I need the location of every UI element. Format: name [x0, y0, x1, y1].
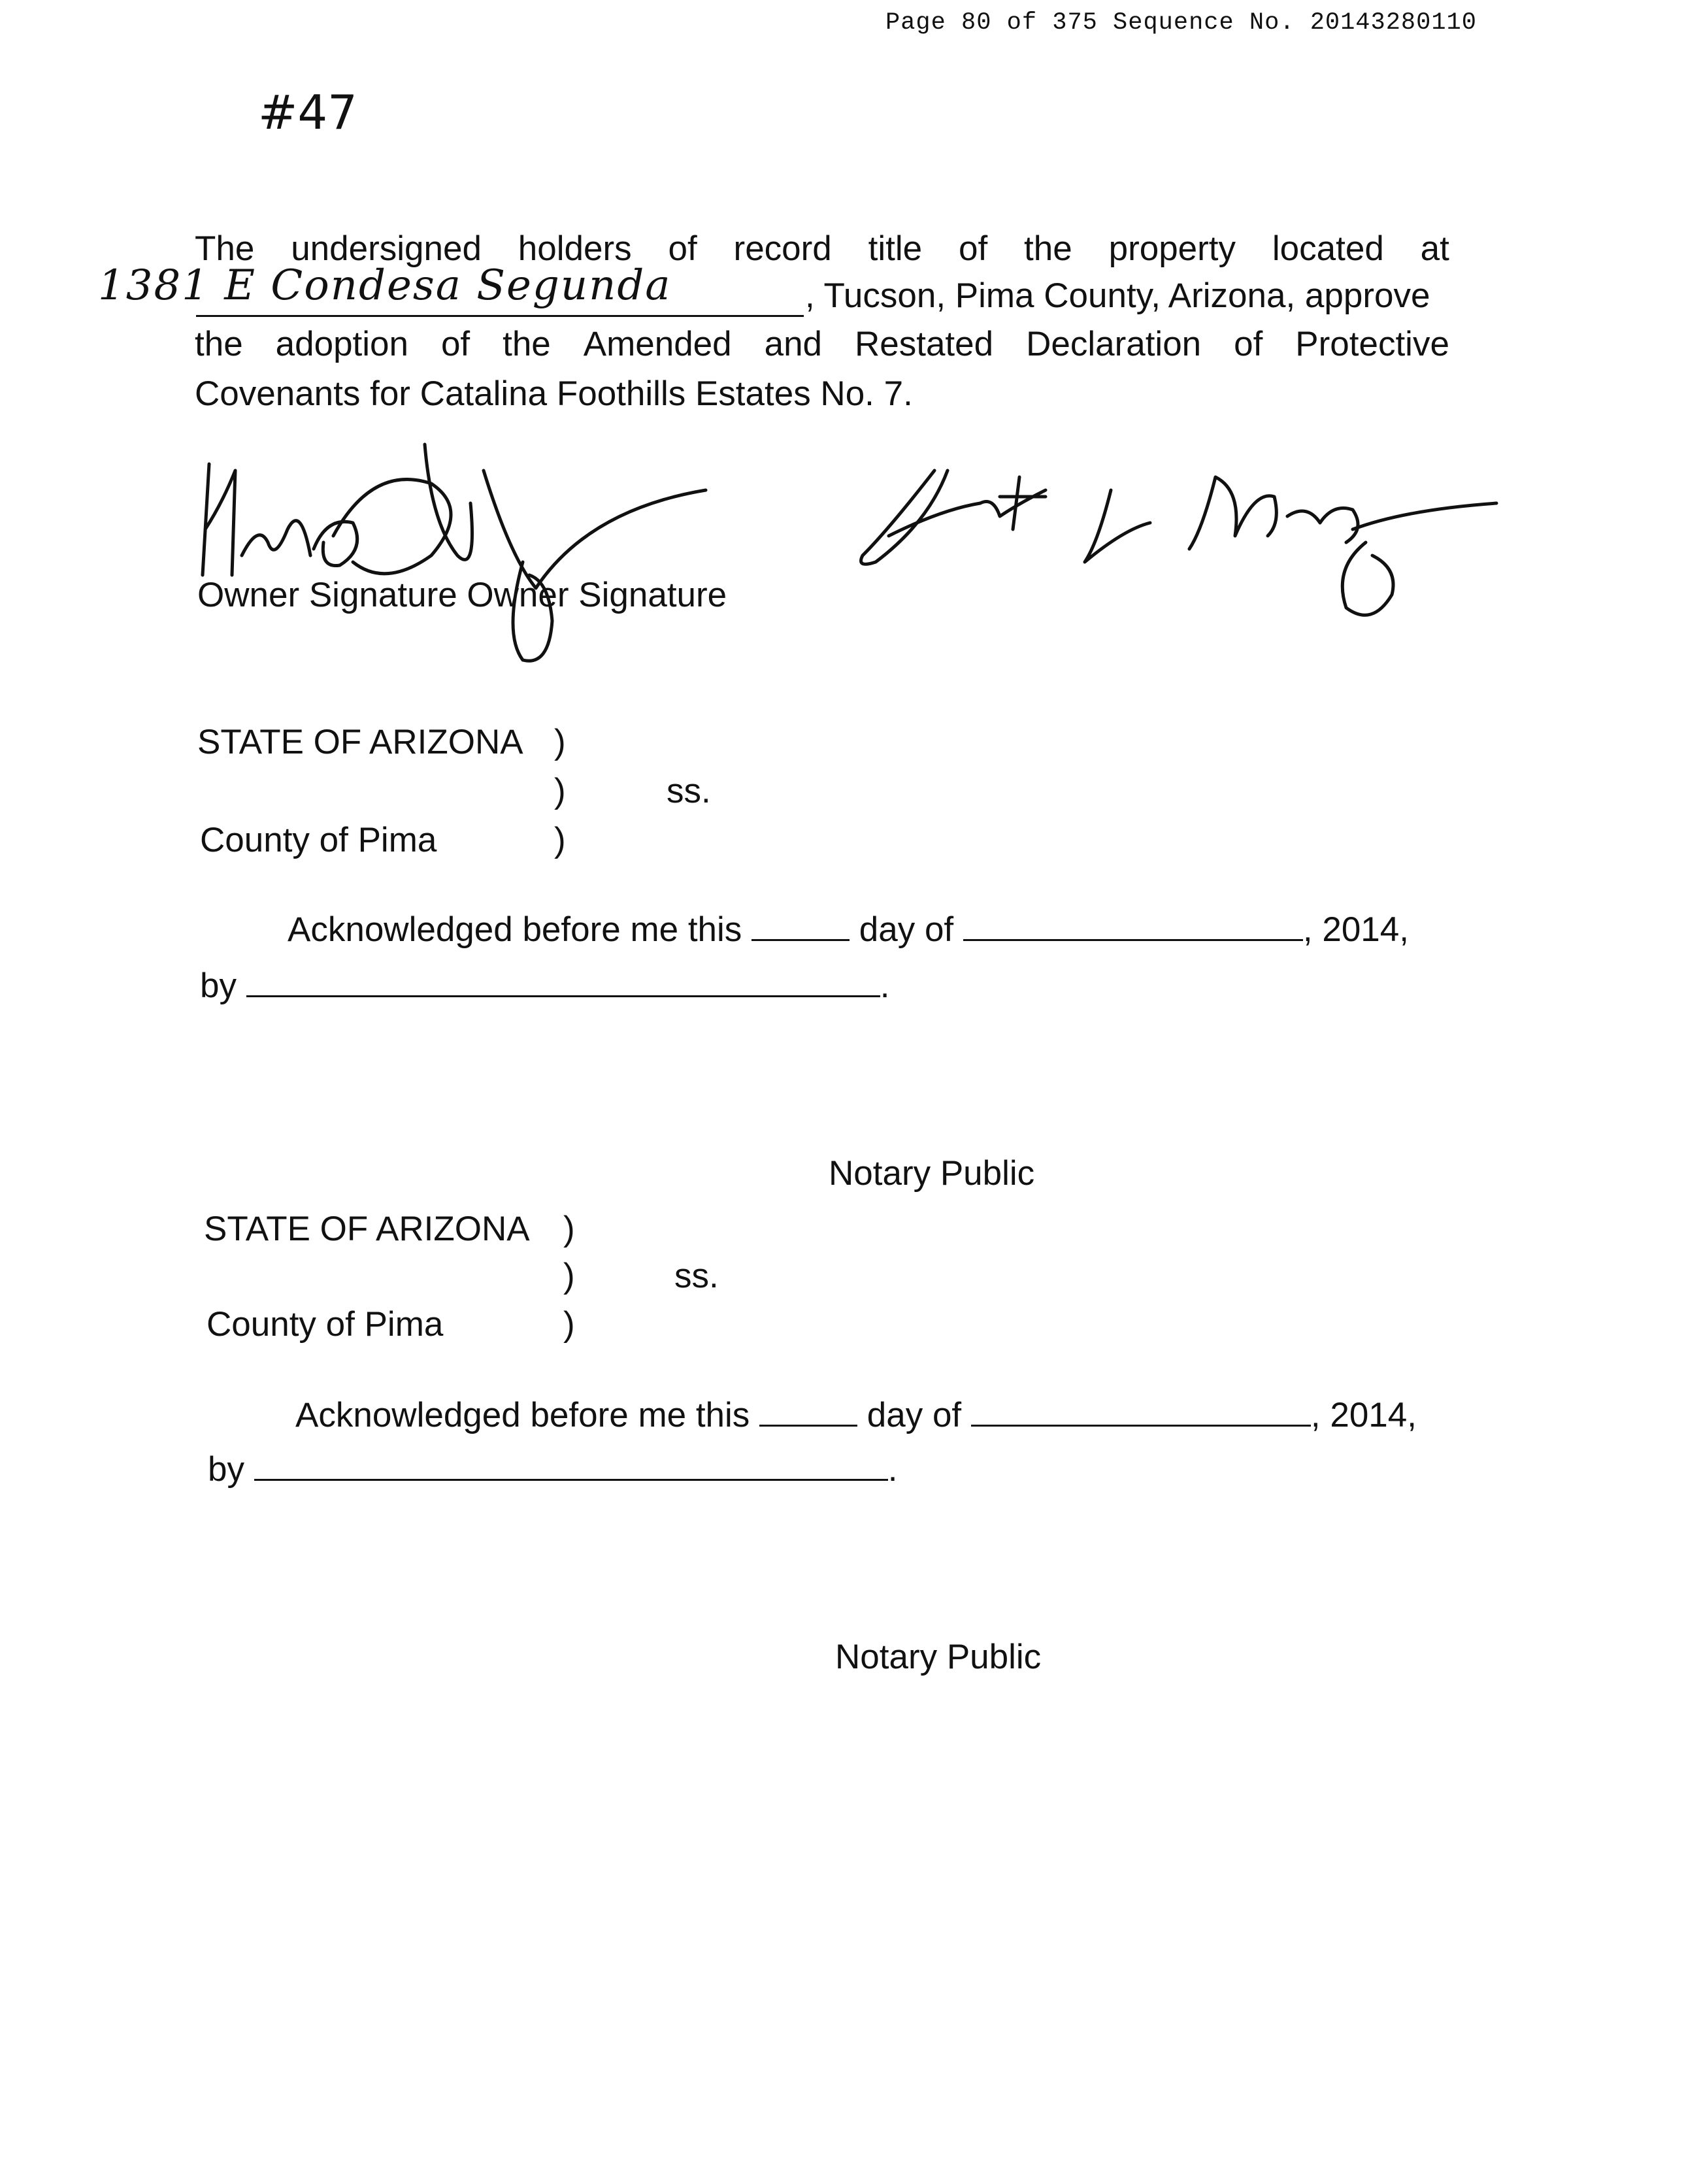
county-label-2: County of Pima: [206, 1305, 444, 1344]
name-blank[interactable]: [254, 1478, 888, 1481]
word: title: [868, 229, 923, 268]
ack-year: , 2014,: [1310, 1396, 1417, 1434]
county-label-1: County of Pima: [200, 821, 437, 859]
word: adoption: [275, 325, 408, 363]
approval-line-3: [195, 324, 1449, 364]
owner-signature-2-image: [850, 451, 1503, 647]
word: Protective: [1295, 325, 1449, 363]
word: of: [1234, 325, 1263, 363]
word: The: [195, 229, 255, 268]
word: and: [764, 325, 823, 363]
owner-signature-label: Owner Signature Owner Signature: [197, 576, 727, 614]
word: located: [1272, 229, 1384, 268]
word: Restated: [854, 325, 994, 363]
word: of: [958, 229, 988, 268]
day-blank[interactable]: [751, 938, 850, 941]
owner-signature-1-image: [196, 425, 719, 673]
word: undersigned: [291, 229, 482, 268]
ack-mid: day of: [859, 910, 954, 949]
by-period: .: [880, 967, 890, 1005]
word: the: [1024, 229, 1072, 268]
day-blank[interactable]: [759, 1424, 857, 1427]
page-header: Page 80 of 375 Sequence No. 20143280110: [885, 9, 1477, 37]
notary-public-label-2: Notary Public: [835, 1638, 1042, 1676]
paren-1c: ): [554, 821, 566, 859]
by-line-2: [208, 1449, 897, 1489]
word: holders: [518, 229, 632, 268]
word: Amended: [583, 325, 732, 363]
handwritten-doc-number: #47: [258, 85, 357, 140]
by-period: .: [887, 1450, 898, 1489]
state-label-2: STATE OF ARIZONA: [204, 1210, 530, 1248]
ack-year: , 2014,: [1302, 910, 1409, 949]
approval-line-4: Covenants for Catalina Foothills Estates No. 7.: [195, 374, 913, 413]
word: of: [440, 325, 471, 363]
by-line-1: [200, 966, 889, 1006]
word: at: [1420, 229, 1449, 268]
paren-2b: ): [563, 1257, 575, 1295]
notary-public-label-1: Notary Public: [829, 1154, 1035, 1193]
paren-1a: ): [554, 723, 566, 761]
paren-2a: ): [563, 1210, 575, 1248]
approval-line-2: , Tucson, Pima County, Arizona, approve: [805, 276, 1430, 315]
state-label-1: STATE OF ARIZONA: [197, 723, 523, 761]
word: property: [1108, 229, 1236, 268]
acknowledgment-line-2: [295, 1395, 1417, 1435]
handwritten-address: 1381 E Condesa Segunda: [98, 261, 672, 310]
ss-label-2: ss.: [674, 1257, 719, 1295]
by-label: by: [200, 967, 237, 1005]
by-label: by: [208, 1450, 244, 1489]
name-blank[interactable]: [246, 995, 880, 997]
word: the: [195, 325, 243, 363]
ack-prefix: Acknowledged before me this: [288, 910, 742, 949]
ack-prefix: Acknowledged before me this: [295, 1396, 750, 1434]
word: record: [733, 229, 832, 268]
word: the: [503, 325, 551, 363]
month-blank[interactable]: [971, 1424, 1311, 1427]
ss-label-1: ss.: [667, 772, 711, 810]
word: Declaration: [1026, 325, 1202, 363]
acknowledgment-line-1: [288, 910, 1409, 950]
word: of: [668, 229, 697, 268]
paren-2c: ): [563, 1305, 575, 1344]
address-underline: [196, 315, 804, 317]
month-blank[interactable]: [963, 938, 1303, 941]
paren-1b: ): [554, 772, 566, 810]
ack-mid: day of: [867, 1396, 962, 1434]
